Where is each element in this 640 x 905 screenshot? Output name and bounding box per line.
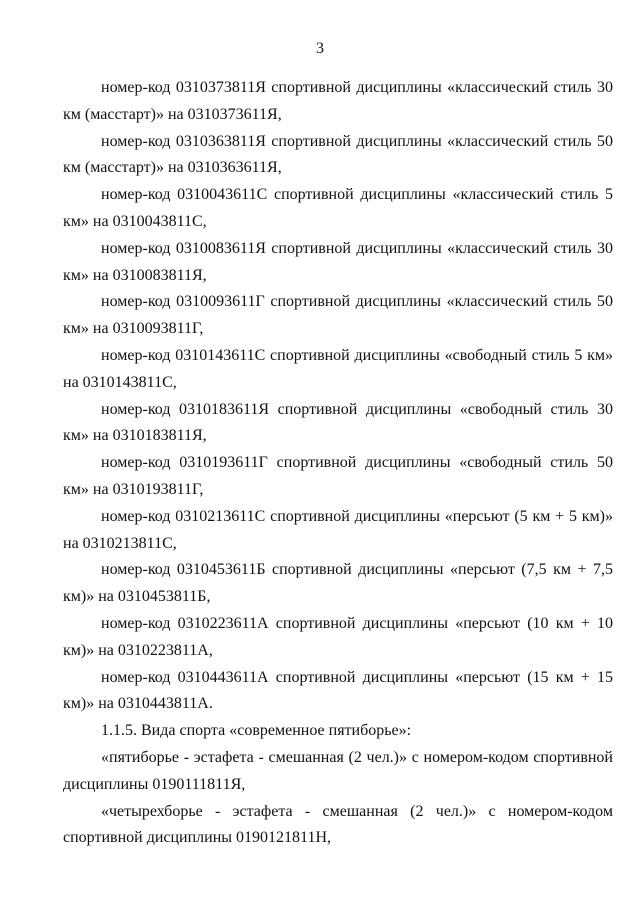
code-change-paragraph: номер-код 0310083611Я спортивной дисциплины «классический стиль 30 км» на 0310083811Я,	[63, 239, 613, 284]
discipline-paragraph: «пятиборье - эстафета - смешанная (2 чел.)» с номером-кодом спортивной дисциплины 0190111811Я,	[63, 748, 613, 793]
page-number: 3	[316, 40, 324, 57]
discipline-paragraph: «четырехборье - эстафета - смешанная (2 чел.)» с номером-кодом спортивной дисциплины 0190121811Н,	[63, 802, 613, 847]
code-change-paragraph: номер-код 0310143611С спортивной дисциплины «свободный стиль 5 км» на 0310143811С,	[63, 346, 613, 391]
code-change-paragraph: номер-код 0310183611Я спортивной дисциплины «свободный стиль 30 км» на 0310183811Я,	[63, 400, 613, 445]
code-change-paragraph: номер-код 0310223611А спортивной дисциплины «персьют (10 км + 10 км)» на 0310223811А,	[63, 614, 613, 659]
document-body	[63, 75, 613, 852]
section-heading: 1.1.5. Вида спорта «современное пятиборье»:	[101, 722, 412, 740]
code-change-paragraph: номер-код 0310373811Я спортивной дисциплины «классический стиль 30 км (масстарт)» на 0310373611Я,	[63, 79, 613, 123]
code-change-paragraph: номер-код 0310043611С спортивной дисциплины «классический стиль 5 км» на 0310043811С,	[63, 186, 613, 230]
code-change-paragraph: номер-код 0310453611Б спортивной дисциплины «персьют (7,5 км + 7,5 км)» на 0310453811Б,	[63, 561, 613, 606]
code-change-paragraph: номер-код 0310193611Г спортивной дисциплины «свободный стиль 50 км» на 0310193811Г,	[63, 454, 613, 498]
code-change-paragraph: номер-код 0310213611С спортивной дисциплины «персьют (5 км + 5 км)» на 0310213811С,	[63, 507, 613, 552]
code-change-paragraph: номер-код 0310443611А спортивной дисциплины «персьют (15 км + 15 км)» на 0310443811А.	[63, 668, 613, 713]
code-change-paragraph: номер-код 0310363811Я спортивной дисциплины «классический стиль 50 км (масстарт)» на 0310363611Я,	[63, 132, 613, 177]
code-change-paragraph: номер-код 0310093611Г спортивной дисциплины «классический стиль 50 км» на 0310093811Г,	[63, 293, 613, 338]
